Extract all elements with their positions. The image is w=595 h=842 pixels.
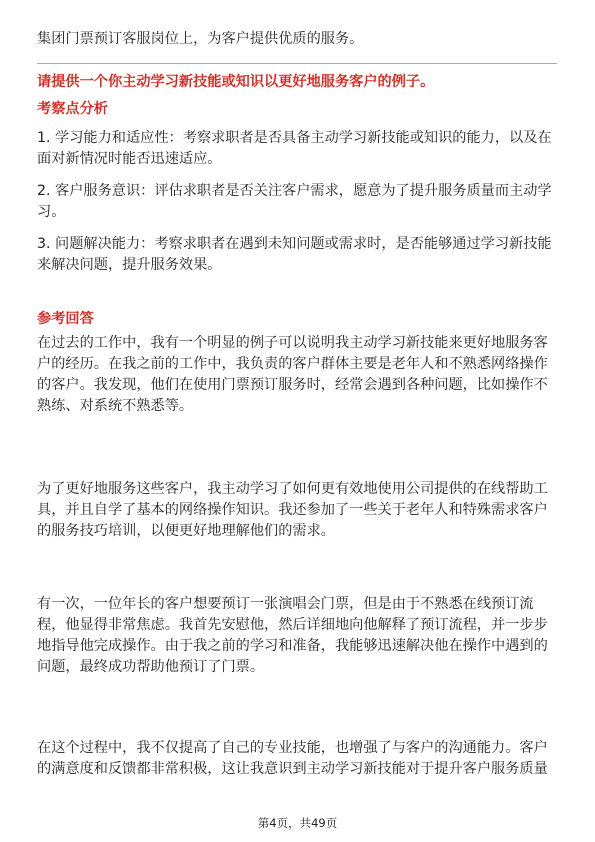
top-text-line: 集团门票预订客服岗位上，为客户提供优质的服务。 bbox=[37, 31, 364, 47]
answer-line: 熟练、对系统不熟悉等。 bbox=[37, 398, 194, 414]
answer-line: 具，并且自学了基本的网络操作知识。我还参加了一些关于老年人和特殊需求客户 bbox=[37, 502, 548, 518]
answer-paragraph-4 bbox=[37, 738, 548, 780]
answer-title: 参考回答 bbox=[37, 311, 94, 327]
answer-paragraph-3 bbox=[37, 594, 548, 678]
answer-line: 为了更好地服务这些客户，我主动学习了如何更有效地使用公司提供的在线帮助工 bbox=[37, 481, 548, 497]
analysis-point-1 bbox=[37, 128, 552, 170]
divider bbox=[37, 63, 557, 64]
answer-line: 户的经历。在我之前的工作中，我负责的客户群体主要是老年人和不熟悉网络操作 bbox=[37, 356, 548, 372]
analysis-point-line: 1. 学习能力和适应性：考察求职者是否具备主动学习新技能或知识的能力，以及在 bbox=[37, 130, 552, 146]
answer-line: 的满意度和反馈都非常积极，这让我意识到主动学习新技能对于提升客户服务质量 bbox=[37, 761, 548, 777]
answer-paragraph-2 bbox=[37, 479, 548, 542]
page-number-footer: 第4页，共49页 bbox=[257, 816, 338, 830]
analysis-point-line: 2. 客户服务意识：评估求职者是否关注客户需求，愿意为了提升服务质量而主动学 bbox=[37, 183, 552, 199]
answer-line: 在这个过程中，我不仅提高了自己的专业技能，也增强了与客户的沟通能力。客户 bbox=[37, 740, 548, 756]
answer-line: 有一次，一位年长的客户想要预订一张演唱会门票，但是由于不熟悉在线预订流 bbox=[37, 596, 534, 612]
analysis-point-2 bbox=[37, 181, 552, 223]
analysis-point-line: 3. 问题解决能力：考察求职者在遇到未知问题或需求时，是否能够通过学习新技能 bbox=[37, 236, 552, 252]
question-heading: 请提供一个你主动学习新技能或知识以更好地服务客户的例子。 bbox=[37, 74, 435, 90]
analysis-point-3 bbox=[37, 234, 552, 276]
answer-line: 在过去的工作中，我有一个明显的例子可以说明我主动学习新技能来更好地服务客 bbox=[37, 335, 548, 351]
answer-line: 的客户。我发现，他们在使用门票预订服务时，经常会遇到各种问题，比如操作不 bbox=[37, 377, 548, 393]
analysis-point-line: 习。 bbox=[37, 204, 66, 220]
analysis-point-line: 面对新情况时能否迅速适应。 bbox=[37, 151, 222, 167]
answer-line: 问题，最终成功帮助他预订了门票。 bbox=[37, 659, 265, 675]
analysis-point-line: 来解决问题，提升服务效果。 bbox=[37, 257, 222, 273]
answer-line: 的服务技巧培训，以便更好地理解他们的需求。 bbox=[37, 523, 335, 539]
answer-paragraph-1 bbox=[37, 333, 548, 417]
analysis-title: 考察点分析 bbox=[37, 101, 108, 117]
answer-line: 地指导他完成操作。由于我之前的学习和准备，我能够迅速解决他在操作中遇到的 bbox=[37, 638, 548, 654]
answer-line: 程，他显得非常焦虑。我首先安慰他，然后详细地向他解释了预订流程，并一步步 bbox=[37, 617, 548, 633]
